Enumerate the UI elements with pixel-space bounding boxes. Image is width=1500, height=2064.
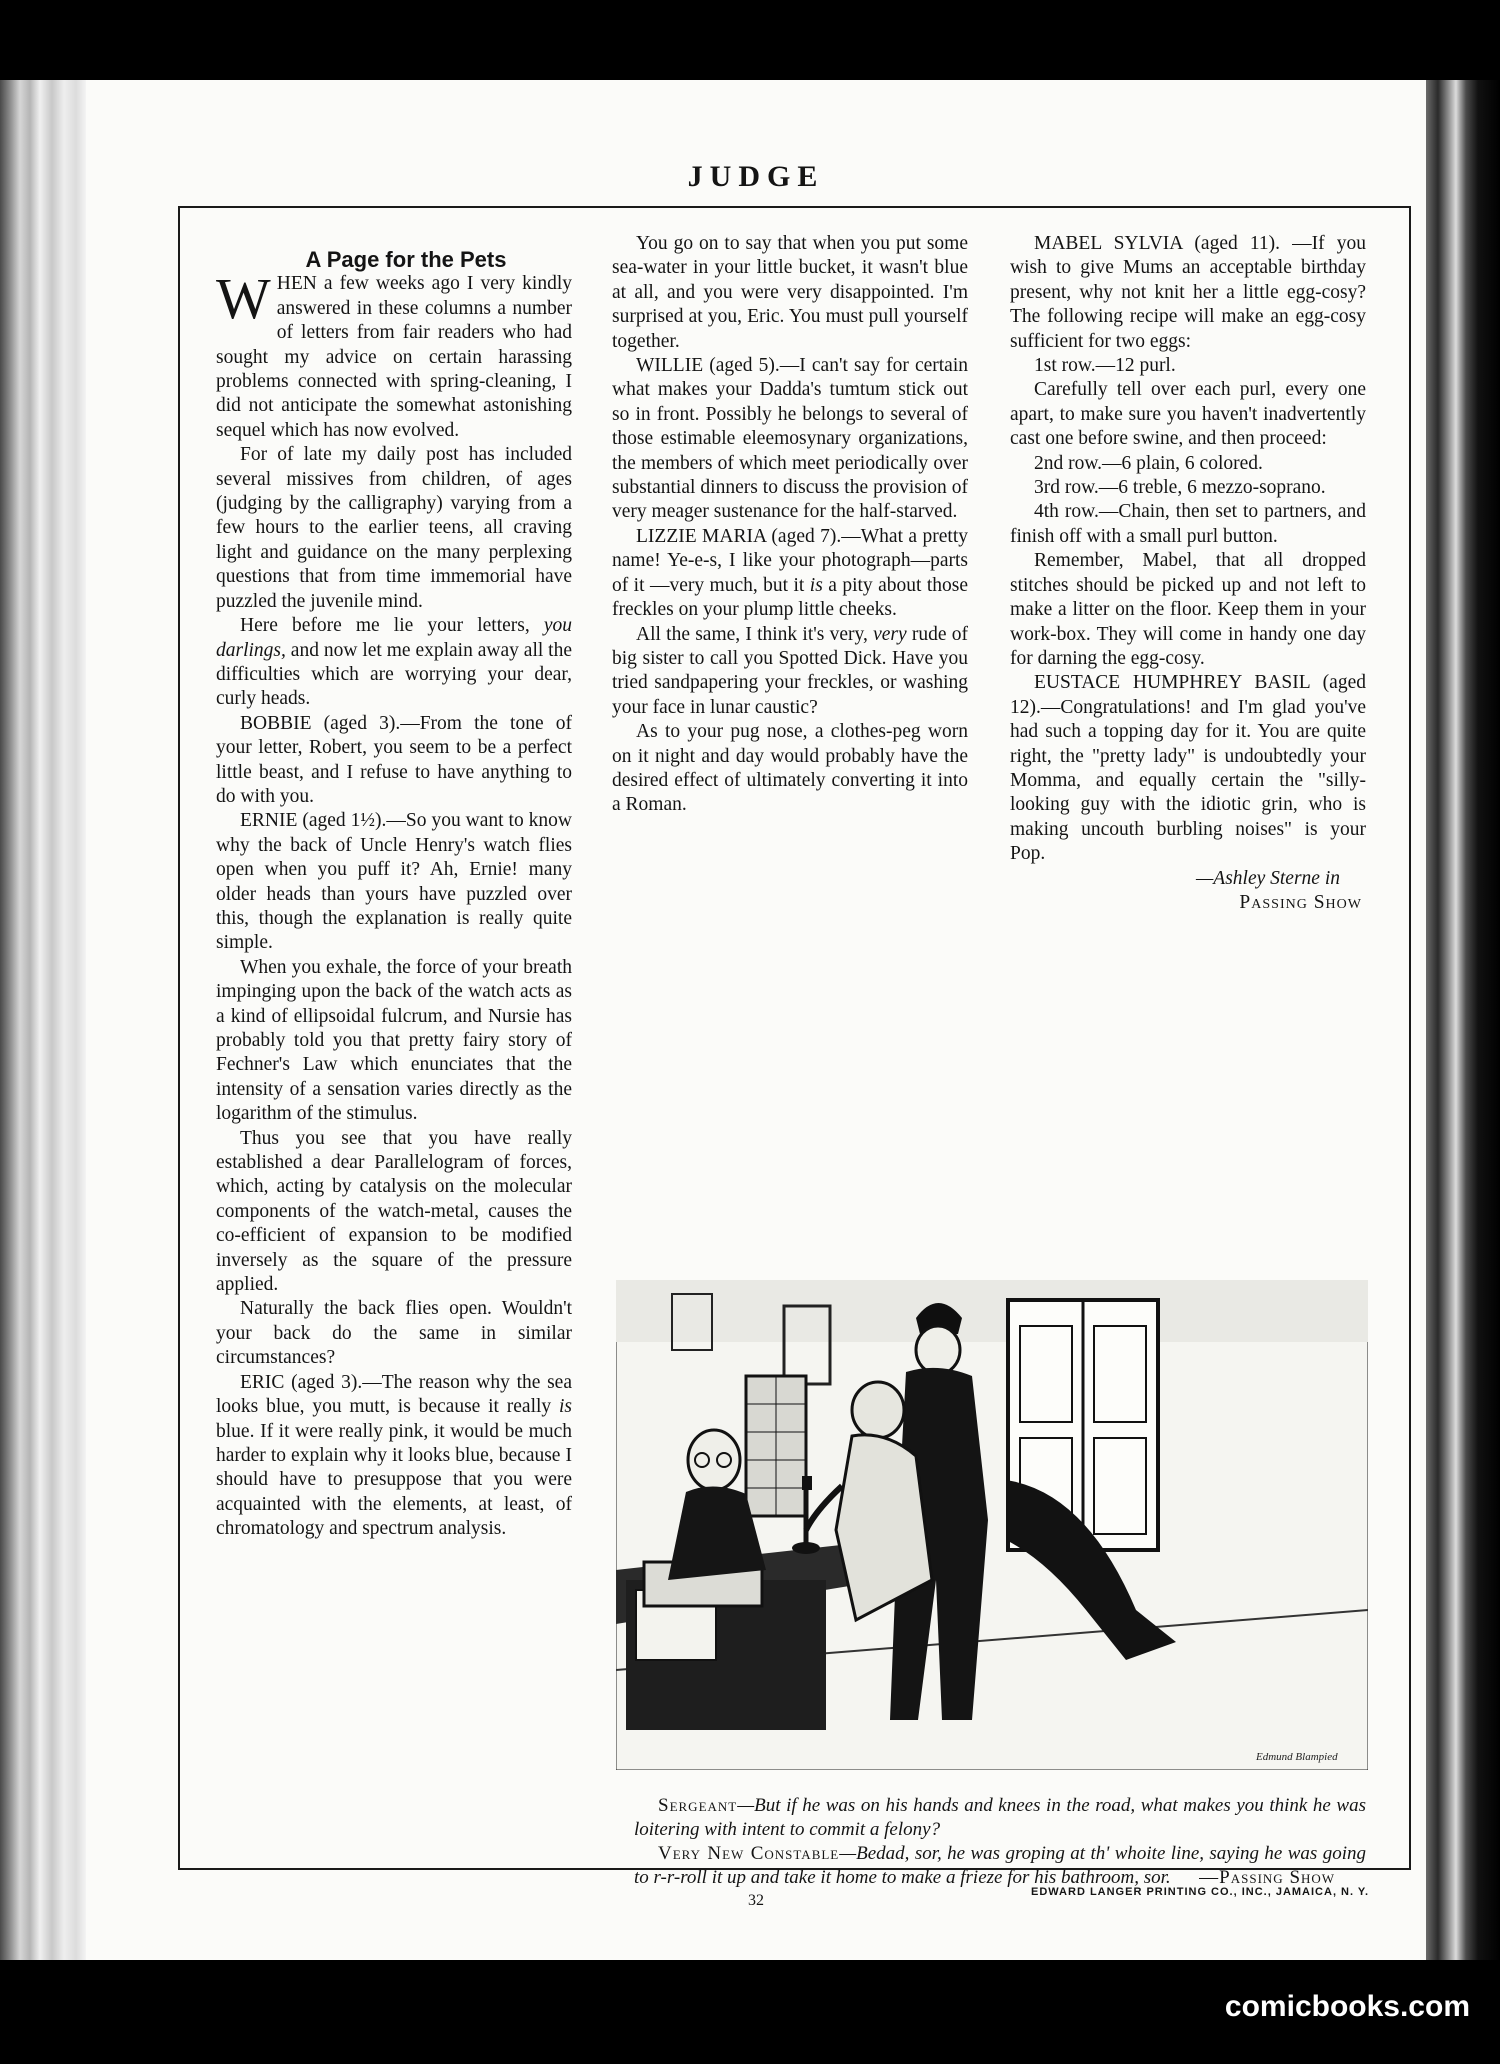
filing-cabinet-shape — [746, 1376, 806, 1516]
printer-credit: EDWARD LANGER PRINTING CO., INC., JAMAICA, N. Y. — [1031, 1886, 1370, 1898]
letter-lizzie: LIZZIE MARIA (aged 7).—What a pretty name! Ye-e-s, I like your photograph—parts of it —very much, but it is a pity about those freckles on your plump little cheeks. — [612, 525, 969, 621]
masthead: JUDGE — [687, 160, 825, 193]
article-paragraph: All the same, I think it's very, very rude of big sister to call you Spotted Dick. Have you tried sandpapering your freckles, or washing your face in lunar caustic? — [612, 623, 968, 718]
recipe-row: 1st row.—12 purl. — [1034, 355, 1176, 377]
article-paragraph: Naturally the back flies open. Wouldn't your back do the same in similar circumstances? — [216, 1298, 572, 1369]
drop-cap: W — [216, 266, 271, 332]
cartoon-caption — [634, 1794, 1366, 1890]
letter-eustace: EUSTACE HUMPHREY BASIL (aged 12).—Congratulations! and I'm glad you've had such a topping day for it. You are quite right, the "pretty lady" is undoubtedly your Momma, and equally certain the "silly-looking guy with the idiotic grin, who is making uncouth burbling noises" is your Pop. — [1010, 672, 1366, 865]
magazine-page — [86, 80, 1426, 1960]
letter-ernie: ERNIE (aged 1½).—So you want to know why the back of Uncle Henry's watch flies open when you puff it? Ah, Ernie! many older heads than yours have puzzled over this, though the explanation is really quite simple. — [216, 810, 572, 954]
article-column-3 — [1010, 232, 1366, 915]
article-paragraph: Thus you see that you have really established a dear Parallelogram of forces, which, acting by catalysis on the molecular components of the watch-metal, causes the co-efficient of expansion to be modified inversely as the square of the pressure applied. — [216, 1127, 572, 1296]
content-frame — [178, 206, 1411, 1888]
letter-eric: ERIC (aged 3).—The reason why the sea looks blue, you mutt, is because it really is blue. If it were really pink, it would be much harder to explain why it looks blue, because I should have to presuppose that you were acquainted with the elements, at least, of chromatology and spectrum analysis. — [216, 1371, 572, 1540]
speaker-sergeant: Sergeant — [658, 1795, 738, 1816]
article-paragraph: You go on to say that when you put some sea-water in your little bucket, it wasn't blue at all, and you were very disappointed. I'm surprised at you, Eric. You must pull yourself together. — [612, 233, 968, 352]
artist-signature: Edmund Blampied — [1256, 1751, 1338, 1763]
recipe-row: 2nd row.—6 plain, 6 colored. — [1034, 452, 1263, 474]
article-paragraph: Carefully tell over each purl, every one apart, to make sure you haven't inadvertently cast one before swine, and then proceed: — [1010, 379, 1366, 450]
article-paragraph: For of late my daily post has included several missives from children, of ages (judging by the calligraphy) varying from a few hours to the earlier teens, all craving light and guidance on the many perplexing questions that from time immemorial have puzzled the juvenile mind. — [216, 444, 572, 612]
speaker-constable: Very New Constable — [658, 1843, 840, 1864]
caption-line-sergeant: Sergeant—But if he was on his hands and knees in the road, what makes you think he was loitering with intent to commit a felony? — [634, 1795, 1366, 1840]
letter-bobbie: BOBBIE (aged 3).—From the tone of your letter, Robert, you seem to be a perfect little beast, and I refuse to have anything to do with you. — [216, 712, 572, 807]
book-spine-edge — [0, 80, 86, 1960]
page-right-edge — [1426, 80, 1500, 1960]
letter-willie: WILLIE (aged 5).—I can't say for certain what makes your Dadda's tumtum stick out so in front. Possibly he belongs to several of those estimable eleemosynary organizations, the members of which meet periodically over substantial dinners to discuss the provision of very meager sustenance for the half-starved. — [612, 355, 968, 523]
author-signature: —Ashley Sterne in — [1195, 867, 1340, 889]
article-paragraph: Here before me lie your letters, you darlings, and now let me explain away all the difficulties which are worrying your dear, curly heads. — [216, 615, 573, 710]
caption-line-constable: Very New Constable—Bedad, sor, he was groping at th' whoite line, saying he was going to r-r-roll it up and take it home to make a frieze for his bathroom, sor. —Passing Show — [634, 1843, 1366, 1888]
article-paragraph: WHEN a few weeks ago I very kindly answered in these columns a number of letters from fair readers who had sought my advice on certain harassing problems connected with spring-cleaning, I did not anticipate the somewhat astonishing sequel which has now evolved. — [216, 266, 572, 441]
letter-mabel: MABEL SYLVIA (aged 11). —If you wish to give Mums an acceptable birthday present, why not knit her a little egg-cosy? The following recipe will make an egg-cosy sufficient for two eggs: — [1010, 233, 1366, 352]
caption-source: —Passing Show — [1199, 1867, 1336, 1888]
article-column-2 — [612, 232, 968, 818]
article-title: A Page for the Pets — [305, 247, 507, 272]
cartoon-illustration — [616, 1280, 1368, 1770]
recipe-row: 4th row.—Chain, then set to partners, and finish off with a small purl button. — [1010, 501, 1366, 547]
article-paragraph: As to your pug nose, a clothes-peg worn on it night and day would probably have the desired effect of ultimately converting it into a Roman. — [612, 721, 968, 816]
article-paragraph: When you exhale, the force of your breath impinging upon the back of the watch acts as a kind of ellipsoidal fulcrum, and Nursie has probably told you that pretty fairy story of Fechner's Law which enunciates that the intensity of a sensation varies directly as the logarithm of the stimulus. — [216, 956, 572, 1125]
source-credit: Passing Show — [1239, 891, 1362, 913]
article-paragraph: Remember, Mabel, that all dropped stitches should be picked up and not left to make a litter on the floor. Keep them in your work-box. They will come in handy one day for darning the egg-cosy. — [1010, 550, 1366, 669]
watermark: comicbooks.com — [1224, 1990, 1470, 2023]
recipe-row: 3rd row.—6 treble, 6 mezzo-soprano. — [1034, 477, 1326, 499]
page-number: 32 — [748, 1892, 764, 1909]
article-column-1 — [216, 248, 572, 1542]
